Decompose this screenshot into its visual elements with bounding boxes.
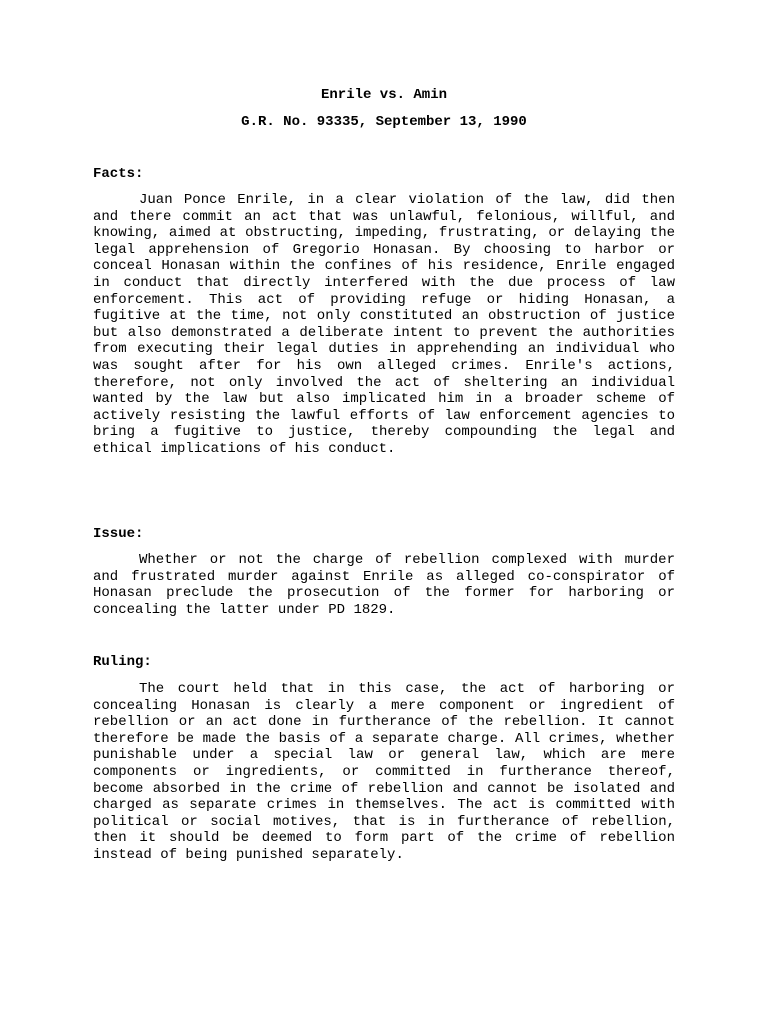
issue-heading: Issue: xyxy=(93,526,144,542)
ruling-paragraph: The court held that in this case, the act of harboring or concealing Honasan is clearly a mere component or ingredient of rebellion or an act done in furtherance of the rebellion. It cannot therefore be made the basis of a separate charge. All crimes, whether punishable under a special law or general law, which are mere components or ingredients, or committed in furtherance thereof, become absorbed in the crime of rebellion and cannot be isolated and charged as separate crimes in themselves. The act is committed with political or social motives, that is in furtherance of rebellion, then it should be deemed to form part of the crime of rebellion instead of being punished separately. xyxy=(93,681,675,863)
ruling-heading: Ruling: xyxy=(93,654,152,670)
facts-paragraph: Juan Ponce Enrile, in a clear violation of the law, did then and there commit an act that was unlawful, felonious, willful, and knowing, aimed at obstructing, impeding, frustrating, or delaying the legal apprehension of Gregorio Honasan. By choosing to harbor or conceal Honasan within the confines of his residence, Enrile engaged in conduct that directly interfered with the due process of law enforcement. This act of providing refuge or hiding Honasan, a fugitive at the time, not only constituted an obstruction of justice but also demonstrated a deliberate intent to prevent the authorities from executing their legal duties in apprehending an individual who was sought after for his own alleged crimes. Enrile's actions, therefore, not only involved the act of sheltering an individual wanted by the law but also implicated him in a broader scheme of actively resisting the lawful efforts of law enforcement agencies to bring a fugitive to justice, thereby compounding the legal and ethical implications of his conduct. xyxy=(93,192,675,457)
case-citation: G.R. No. 93335, September 13, 1990 xyxy=(241,114,527,130)
facts-heading: Facts: xyxy=(93,166,144,182)
issue-paragraph: Whether or not the charge of rebellion complexed with murder and frustrated murder against Enrile as alleged co-conspirator of Honasan preclude the prosecution of the former for harboring or concealing the latter under PD 1829. xyxy=(93,552,675,618)
case-title: Enrile vs. Amin xyxy=(320,87,448,103)
